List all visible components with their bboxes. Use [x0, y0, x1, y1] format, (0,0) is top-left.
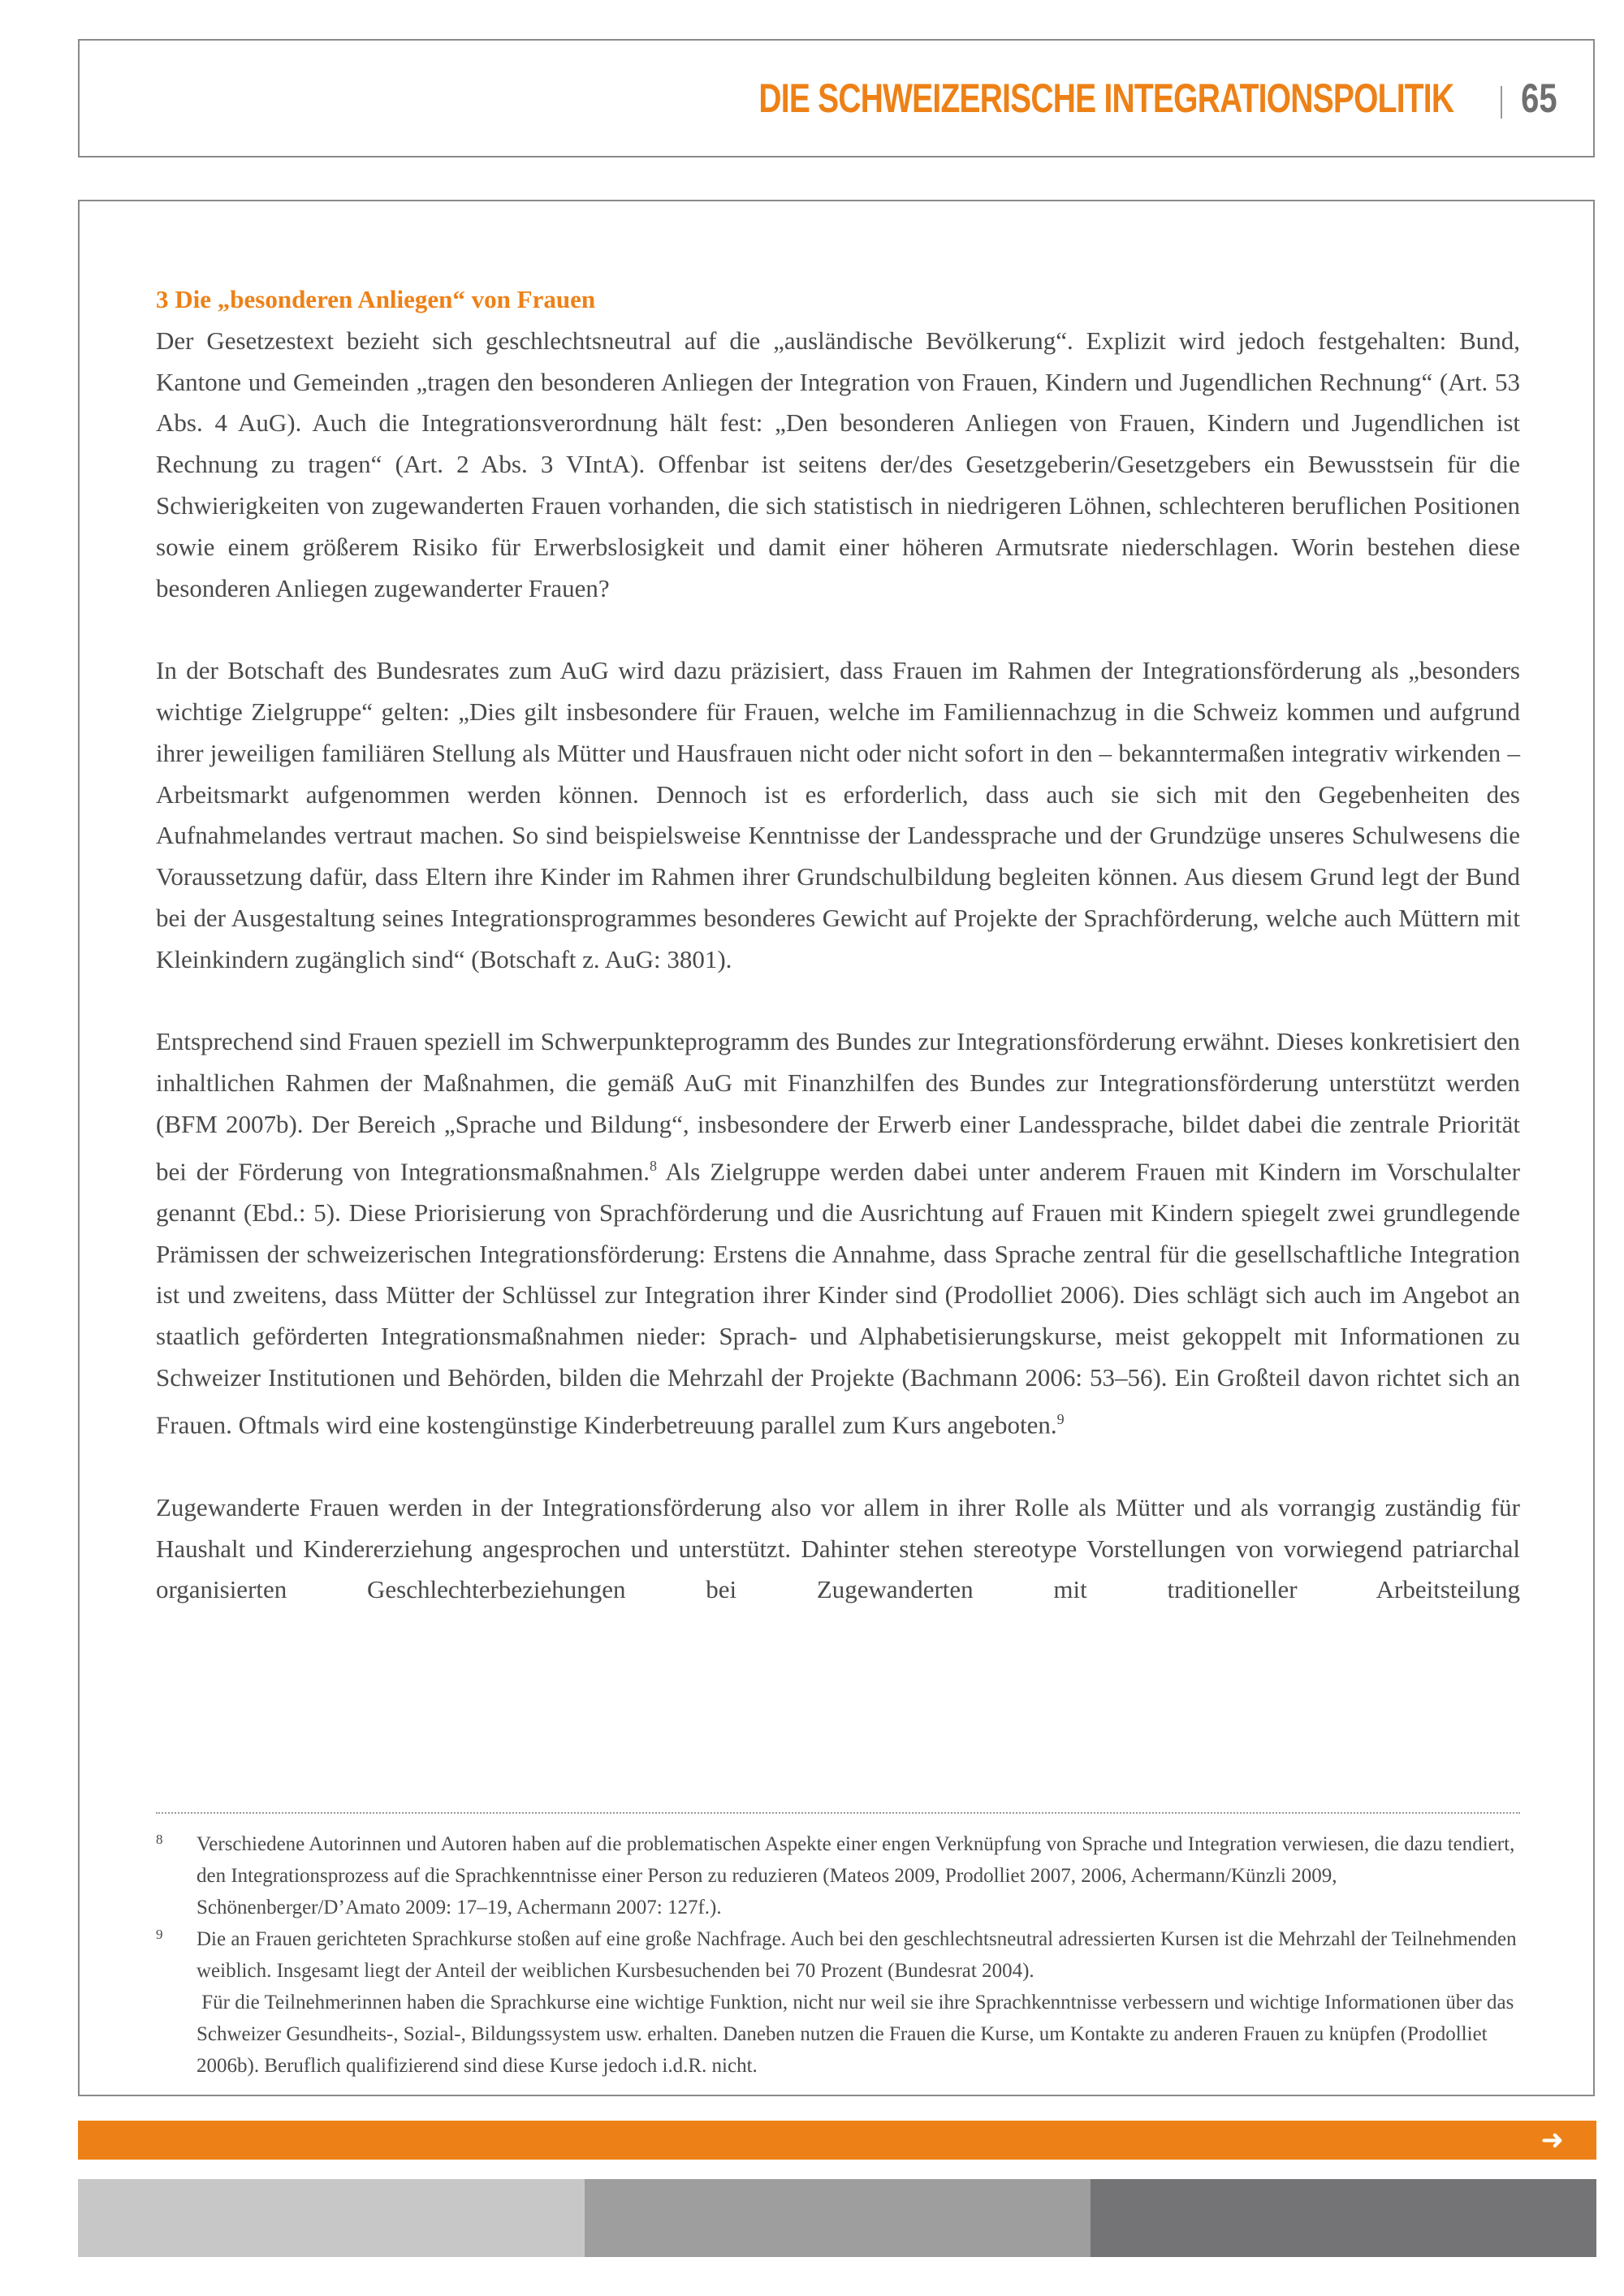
footnote-text: Die an Frauen gerichteten Sprachkurse stoßen auf eine große Nachfrage. Auch bei den geschlechtsneutral adressierten Kursen ist die Mehrzahl der Teilnehmenden weiblich. Insgesamt liegt der Anteil der weiblichen Kursbesuchenden bei 70 Prozent (Bundesrat 2004). [197, 1928, 1517, 1982]
paragraph: Zugewanderte Frauen werden in der Integrationsförderung also vor allem in ihrer Rolle als Mütter und als vorrangig zuständig für Haushalt und Kindererziehung angesprochen und unterstützt. Dahinter stehen stereotype Vorstellungen von vorwiegend patriarchal organisierten Geschlechterbeziehungen bei Zugewanderten mit traditioneller Arbeitsteilung [156, 1492, 1520, 1604]
footnote [156, 1828, 1520, 1923]
footnote-ref[interactable]: 9 [1056, 1410, 1065, 1427]
paragraph-text: Entsprechend sind Frauen speziell im Schwerpunkteprogramm des Bundes zur Integrationsförderung erwähnt. Dieses konkretisiert den inhaltlichen Rahmen der Maßnahmen, die gemäß AuG mit Finanzhilfen des Bundes zur Integrationsförderung unterstützt werden (BFM 2007b). Der Bereich „Sprache und Bildung“, insbesondere der Erwerb einer Landessprache, bildet dabei die zentrale Priorität bei der Förderung von Integrationsmaßnahmen. [156, 1027, 1520, 1186]
paragraph-text: Als Zielgruppe werden dabei unter anderem Frauen mit Kindern im Vorschulalter genannt (Ebd.: 5). Diese Priorisierung von Sprachförderung und die Ausrichtung auf Frauen mit Kindern spiegelt zwei grundlegende Prämissen der schweizerischen Integrationsförderung: Erstens die Annahme, dass Sprache zentral für die gesellschaftliche Integration ist und zweitens, dass Mütter der Schlüssel zur Integration ihrer Kinder sind (Prodolliet 2006). Dies schlägt sich auch im Angebot an staatlich geförderten Integrationsmaßnahmen nieder: Sprach- und Alphabetisierungskurse, meist gekoppelt mit Informationen zu Schweizer Institutionen und Behörden, bilden die Mehrzahl der Projekte (Bachmann 2006: 53–56). Ein Großteil davon richtet sich an Frauen. Oftmals wird eine kostengünstige Kinderbetreuung parallel zum Kurs angeboten. [156, 1157, 1521, 1439]
footnotes [156, 1828, 1520, 2082]
footnote-ref[interactable]: 8 [650, 1157, 658, 1174]
content-frame [78, 200, 1595, 2096]
running-title: DIE SCHWEIZERISCHE INTEGRATIONSPOLITIK [758, 76, 1453, 121]
section-heading: 3 Die „besonderen Anliegen“ von Frauen [156, 285, 596, 313]
footer-block-light [78, 2179, 585, 2257]
page-header [78, 39, 1595, 158]
page-number: 65 [1521, 76, 1557, 121]
footer-block-dark [1091, 2179, 1596, 2257]
paragraph: In der Botschaft des Bundesrates zum AuG wird dazu präzisiert, dass Frauen im Rahmen der Integrationsförderung als „besonders wichtige Zielgruppe“ gelten: „Dies gilt insbesondere für Frauen, welche im Familiennachzug in die Schweiz kommen und aufgrund ihrer jeweiligen familiären Stellung als Mütter und Hausfrauen nicht oder nicht sofort in den – bekanntermaßen integrativ wirkenden – Arbeitsmarkt aufgenommen werden können. Dennoch ist es erforderlich, dass auch sie sich mit den Gegebenheiten des Aufnahmelandes vertraut machen. So sind beispielsweise Kenntnisse der Landessprache und der Grundzüge unseres Schulwesens die Voraussetzung dafür, dass Eltern ihre Kinder im Rahmen ihrer Grundschulbildung begleiten können. Aus diesem Grund legt der Bund bei der Ausgestaltung seines Integrationsprogrammes besonderes Gewicht auf Projekte der Sprachförderung, welche auch Müttern mit Kleinkindern zugänglich sind“ (Botschaft z. AuG: 3801). [156, 656, 1520, 973]
footnote-text: Für die Teilnehmerinnen haben die Sprachkurse eine wichtige Funktion, nicht nur weil sie ihre Sprachkenntnisse verbessern und wichtige Informationen über das Schweizer Gesundheits-, Sozial-, Bildungssystem usw. erhalten. Daneben nutzen die Frauen die Kurse, um Kontakte zu anderen Frauen zu knüpfen (Prodolliet 2006b). Beruflich qualifizierend sind diese Kurse jedoch i.d.R. nicht. [197, 1992, 1514, 2077]
footnote-number: 9 [156, 1927, 163, 1942]
paragraph: Der Gesetzestext bezieht sich geschlechtsneutral auf die „ausländische Bevölkerung“. Explizit wird jedoch festgehalten: Bund, Kantone und Gemeinden „tragen den besonderen Anliegen der Integration von Frauen, Kindern und Jugendlichen Rechnung“ (Art. 53 Abs. 4 AuG). Auch die Integrationsverordnung hält fest: „Den besonderen Anliegen von Frauen, Kindern und Jugendlichen ist Rechnung zu tragen“ (Art. 2 Abs. 3 VIntA). Offenbar ist seitens der/des Gesetzgeberin/Gesetzgebers ein Bewusstsein für die Schwierigkeiten von zugewanderten Frauen vorhanden, die sich statistisch in niedrigeren Löhnen, schlechteren beruflichen Positionen sowie einem größerem Risiko für Erwerbslosigkeit und damit einer höheren Armutsrate niederschlagen. Worin bestehen diese besonderen Anliegen zugewanderter Frauen? [156, 326, 1520, 602]
footnote-divider [156, 1812, 1520, 1814]
header-divider [1501, 86, 1502, 119]
footer-bar [78, 2121, 1596, 2160]
paragraph [156, 1021, 1520, 1446]
arrow-right-icon[interactable]: ➜ [1540, 2124, 1564, 2156]
footer-block-mid [585, 2179, 1091, 2257]
body-text [156, 279, 1520, 1611]
footnote-text: Verschiedene Autorinnen und Autoren haben auf die problematischen Aspekte einer engen Verknüpfung von Sprache und Integration verwiesen, die dazu tendiert, den Integrationsprozess auf die Sprachkenntnisse einer Person zu reduzieren (Mateos 2009, Prodolliet 2007, 2006, Achermann/Künzli 2009, Schönenberger/D’Amato 2009: 17–19, Achermann 2007: 127f.). [197, 1833, 1515, 1918]
footnote [156, 1923, 1520, 2082]
footnote-number: 8 [156, 1832, 163, 1847]
